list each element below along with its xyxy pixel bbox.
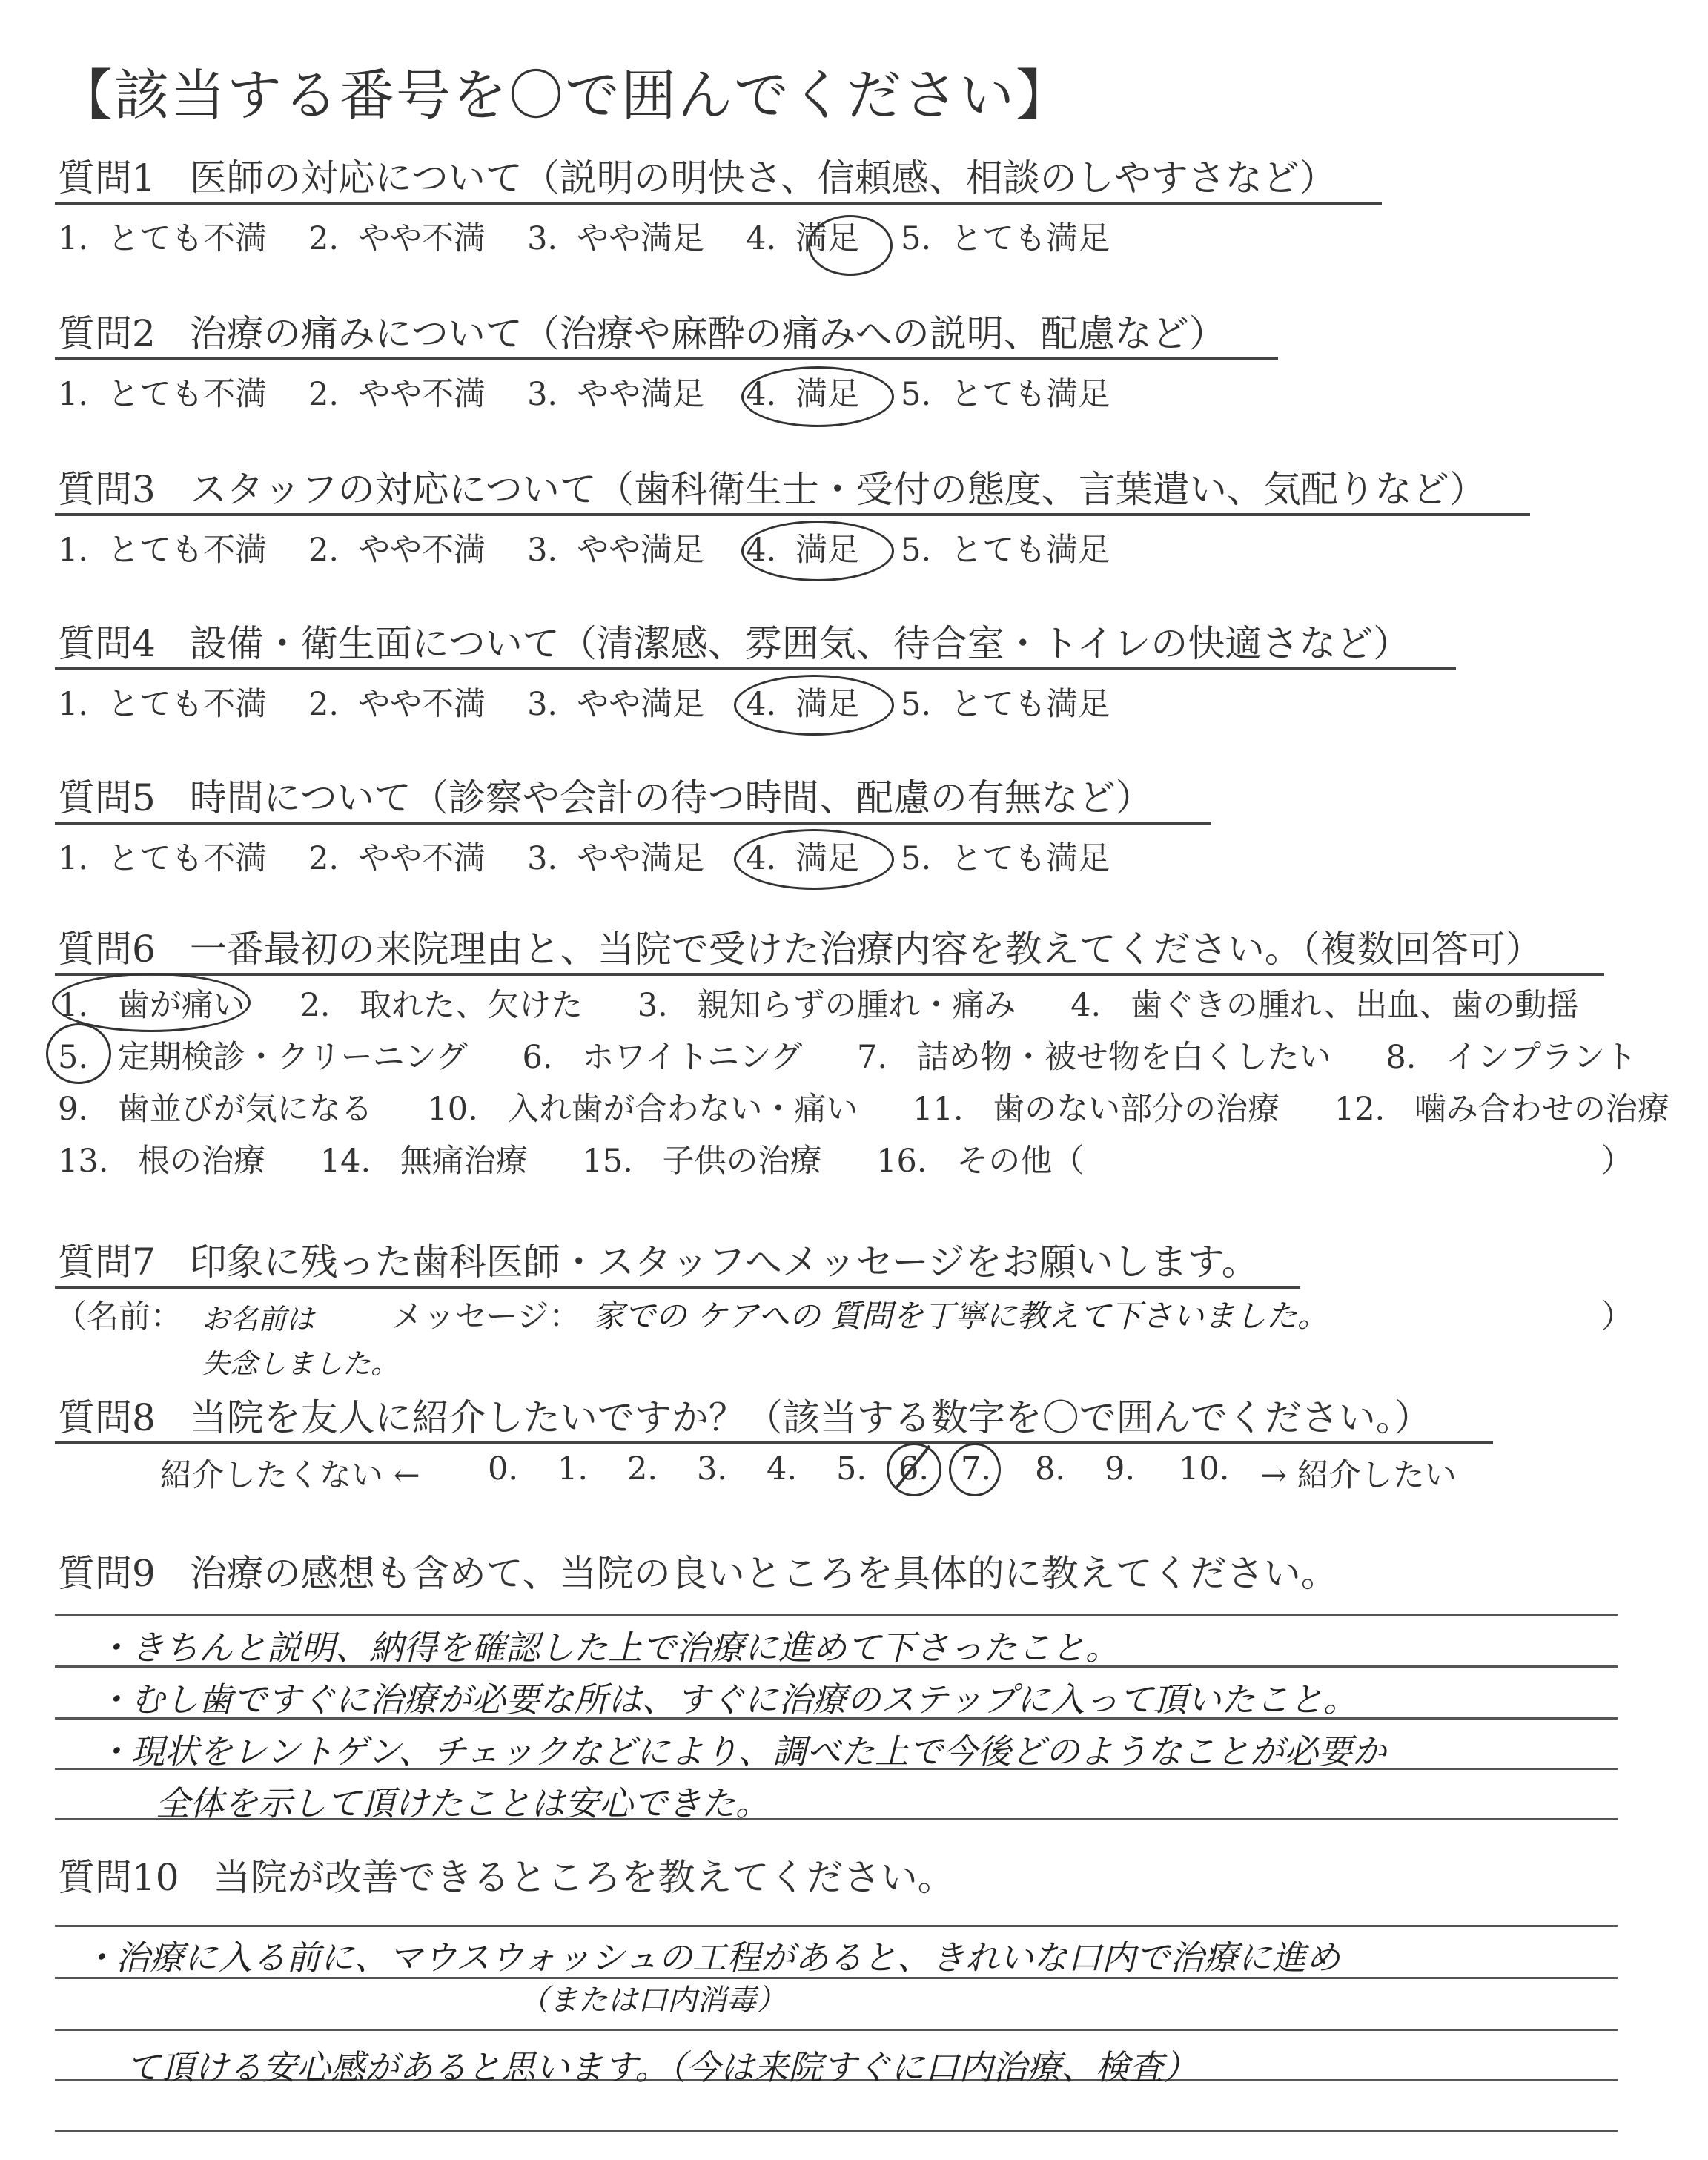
option-number: 3. [527,840,558,877]
option-number: 1. [58,686,89,723]
scale-value-5[interactable]: 5. [836,1450,867,1487]
q8-underline [55,1441,1493,1444]
selection-circle [46,1023,111,1084]
q5-option-1[interactable] [58,833,267,879]
q5-option-5[interactable] [901,833,1110,879]
scale-value-3[interactable]: 3. [697,1450,728,1487]
cat-8-num[interactable]: 8. [1386,1039,1417,1076]
option-number: 4. [746,532,777,569]
option-number: 5. [901,840,932,877]
q3-number: 質問3 [58,468,156,511]
option-label: とても不満 [107,220,268,257]
q7-underline [55,1286,1300,1289]
option-number: 2. [308,220,340,257]
q2-option-1[interactable] [58,369,267,415]
cat-9-num[interactable]: 9. [58,1091,89,1128]
cat-16-num[interactable]: 16. [876,1143,927,1180]
cat-4-num[interactable]: 4. [1070,987,1102,1024]
q1-option-1[interactable] [58,214,267,259]
q1-option-3[interactable] [527,214,704,259]
option-number: 3. [527,376,558,413]
q10-number: 質問10 [58,1856,179,1899]
q9-text: 治療の感想も含めて、当院の良いところを具体的に教えてください。 [189,1552,1338,1595]
q3-option-5[interactable] [901,525,1110,570]
option-label: やや満足 [577,686,705,723]
option-number: 2. [308,376,340,413]
q10-handwritten-line[interactable]: ・治療に入る前に、マウスウォッシュの工程があると、きれいな口内で治療に進め [82,1938,1340,1978]
option-label: やや満足 [577,376,705,413]
cat-1-num[interactable]: 1. [58,987,89,1024]
cat-3-num[interactable]: 3. [637,987,668,1024]
option-label: やや不満 [358,840,486,877]
option-label: とても満足 [950,376,1110,413]
cat-5-label[interactable]: 定期検診・クリーニング [117,1039,468,1076]
cat-2-label[interactable]: 取れた、欠けた [360,987,583,1024]
q4-underline [55,667,1456,670]
q4-option-2[interactable] [308,679,486,724]
q6-underline [55,973,1604,976]
q3-option-1[interactable] [58,525,267,570]
q10-answer-rule [55,2130,1618,2132]
q4-heading [58,614,1410,667]
q5-text: 時間について（診察や会計の待つ時間、配慮の有無など） [189,776,1153,819]
cat-6-label[interactable]: ホワイトニング [582,1039,803,1076]
q7-heading [58,1232,1259,1286]
option-number: 3. [527,686,558,723]
option-label: とても不満 [107,840,268,877]
q4-number: 質問4 [58,622,156,665]
q7-number: 質問7 [58,1241,156,1284]
q9-number: 質問9 [58,1552,156,1595]
option-number: 2. [308,840,340,877]
selection-circle [741,521,894,581]
cat-15-label[interactable]: 子供の治療 [662,1143,822,1180]
cat-5-num[interactable]: 5. [58,1039,89,1076]
q9-answer-rule [55,1614,1618,1616]
option-number: 4. [746,840,777,877]
q2-heading [58,304,1226,357]
q7-name-label: （名前： [55,1298,182,1335]
option-label: 満足 [795,840,860,877]
q10-answer-rule [55,2029,1618,2031]
q8-left-label: 紹介したくない ← [160,1457,420,1494]
q5-heading [58,768,1153,822]
q8-number: 質問8 [58,1396,156,1439]
option-number: 5. [901,220,932,257]
option-number: 1. [58,840,89,877]
option-number: 4. [746,376,777,413]
scale-value-0[interactable]: 0. [488,1450,519,1487]
q8-heading [58,1388,1431,1441]
cat-10-label[interactable]: 入れ歯が合わない・痛い [507,1091,858,1128]
option-number: 3. [527,532,558,569]
option-label: 満足 [795,220,860,257]
cat-3-label[interactable]: 親知らずの腫れ・痛み [697,987,1016,1024]
q10-text: 当院が改善できるところを教えてください。 [213,1856,955,1899]
cat-4-label[interactable]: 歯ぐきの腫れ、出血、歯の動揺 [1130,987,1579,1024]
q1-text: 医師の対応について（説明の明快さ、信頼感、相談のしやすさなど） [189,156,1337,199]
q5-number: 質問5 [58,776,156,819]
q1-underline [55,202,1382,205]
q9-handwritten-line[interactable]: ・現状をレントゲン、チェックなどにより、調べた上で今後どのようなことが必要か [96,1731,1386,1771]
q6-text: 一番最初の来院理由と、当院で受けた治療内容を教えてください。（複数回答可） [189,928,1543,971]
selection-circle [734,829,894,890]
cat-11-num[interactable]: 11. [913,1091,964,1128]
option-number: 1. [58,220,89,257]
option-number: 2. [308,532,340,569]
q6-row2 [58,1032,1637,1077]
option-number: 5. [901,686,932,723]
q5-options [58,833,1151,879]
q2-number: 質問2 [58,312,156,355]
selection-circle [808,215,893,276]
q6-row3 [58,1084,1669,1129]
q6-row4 [58,1136,1084,1181]
q4-option-1[interactable] [58,679,267,724]
q2-options [58,369,1151,415]
q7-message-hw[interactable]: 家での ケアへの 質問を丁寧に教えて下さいました。 [593,1298,1328,1334]
q5-underline [55,822,1211,825]
q2-option-5[interactable] [901,369,1110,415]
option-label: やや不満 [358,532,486,569]
q2-option-2[interactable] [308,369,486,415]
scale-value-10[interactable]: 10. [1179,1450,1230,1487]
q1-number: 質問1 [58,156,156,199]
scale-value-6[interactable]: 6. [898,1450,930,1487]
cat-6-num[interactable]: 6. [522,1039,553,1076]
q6-other-close: ） [1601,1143,1633,1180]
q6-row1 [58,980,1578,1025]
q3-options [58,525,1151,570]
q1-option-5[interactable] [901,214,1110,259]
q10-heading [58,1848,955,1901]
q7-close: ） [1601,1298,1633,1335]
q3-option-3[interactable] [527,525,704,570]
cat-15-num[interactable]: 15. [582,1143,633,1180]
scale-value-2[interactable]: 2. [627,1450,658,1487]
option-label: やや満足 [577,532,705,569]
q6-heading [58,919,1543,973]
option-label: 満足 [795,376,860,413]
scale-value-9[interactable]: 9. [1105,1450,1136,1487]
q3-option-2[interactable] [308,525,486,570]
cat-13-label[interactable]: 根の治療 [138,1143,266,1180]
option-label: とても不満 [107,686,268,723]
q7-name-hw[interactable]: お名前は [202,1303,315,1335]
option-label: とても満足 [950,220,1110,257]
q7-name-hw2[interactable]: 失念しました。 [202,1347,400,1380]
cat-8-label[interactable]: インプラント [1446,1039,1638,1076]
selection-circle [741,366,894,427]
option-number: 5. [901,532,932,569]
q6-number: 質問6 [58,928,156,971]
option-label: とても不満 [107,376,268,413]
option-label: 満足 [795,686,860,723]
cat-12-num[interactable]: 12. [1334,1091,1386,1128]
scale-value-1[interactable]: 1. [557,1450,589,1487]
option-label: とても不満 [107,532,268,569]
q3-heading [58,460,1486,513]
q2-option-3[interactable] [527,369,704,415]
option-number: 4. [746,686,777,723]
q1-heading [58,148,1337,202]
q10-answer-rule [55,1925,1618,1927]
q7-message-label: メッセージ： [391,1298,581,1335]
cat-11-label[interactable]: 歯のない部分の治療 [993,1091,1280,1128]
q4-options [58,679,1151,724]
q8-right-label: → 紹介したい [1260,1457,1457,1494]
scale-value-7[interactable]: 7. [961,1450,992,1487]
q4-text: 設備・衛生面について（清潔感、雰囲気、待合室・トイレの快適さなど） [189,622,1411,665]
q9-heading [58,1544,1338,1597]
q8-text: 当院を友人に紹介したいですか？（該当する数字を〇で囲んでください。） [189,1396,1431,1439]
q2-text: 治療の痛みについて（治療や麻酔の痛みへの説明、配慮など） [189,312,1226,355]
selection-circle [734,675,894,736]
cat-12-label[interactable]: 噛み合わせの治療 [1414,1091,1669,1128]
q9-handwritten-line[interactable]: ・むし歯ですぐに治療が必要な所は、すぐに治療のステップに入って頂いたこと。 [96,1680,1358,1720]
option-label: とても満足 [950,686,1110,723]
option-number: 1. [58,532,89,569]
q3-underline [55,513,1530,516]
selection-circle [949,1443,1001,1496]
scale-value-8[interactable]: 8. [1035,1450,1066,1487]
q4-option-5[interactable] [901,679,1110,724]
q7-text: 印象に残った歯科医師・スタッフへメッセージをお願いします。 [189,1241,1259,1284]
q10-handwritten-line[interactable]: （または口内消毒） [519,1984,786,2018]
strike-mark [887,1441,939,1493]
cat-2-num[interactable]: 2. [299,987,331,1024]
q10-handwritten-line[interactable]: て頂ける安心感があると思います。（今は来院すぐに口内治療、検査） [126,2047,1198,2087]
option-number: 2. [308,686,340,723]
option-label: やや満足 [577,840,705,877]
q5-option-2[interactable] [308,833,486,879]
cat-13-num[interactable]: 13. [58,1143,109,1180]
cat-14-num[interactable]: 14. [320,1143,371,1180]
q1-option-2[interactable] [308,214,486,259]
option-label: やや不満 [358,220,486,257]
option-label: 満足 [795,532,860,569]
option-number: 1. [58,376,89,413]
cat-14-label[interactable]: 無痛治療 [400,1143,528,1180]
cat-7-label[interactable]: 詰め物・被せ物を白くしたい [916,1039,1331,1076]
q9-handwritten-line[interactable]: ・きちんと説明、納得を確認した上で治療に進めて下さったこと。 [96,1628,1119,1668]
option-number: 4. [746,220,777,257]
q2-underline [55,357,1278,360]
option-label: やや不満 [358,686,486,723]
q9-handwritten-line[interactable]: 全体を示して頂けたことは安心できた。 [156,1783,769,1823]
cat-10-num[interactable]: 10. [427,1091,478,1128]
q4-option-3[interactable] [527,679,704,724]
q1-options [58,214,1151,259]
page-title: 【該当する番号を〇で囲んでください】 [58,64,1072,128]
option-label: やや不満 [358,376,486,413]
q3-text: スタッフの対応について（歯科衛生士・受付の態度、言葉遣い、気配りなど） [189,468,1486,511]
option-number: 3. [527,220,558,257]
cat-1-label[interactable]: 歯が痛い [117,987,245,1024]
cat-9-label[interactable]: 歯並びが気になる [117,1091,373,1128]
option-label: とても満足 [950,840,1110,877]
option-label: とても満足 [950,532,1110,569]
option-number: 5. [901,376,932,413]
cat-16-label[interactable]: その他（ [956,1143,1085,1180]
option-label: やや満足 [577,220,705,257]
scale-value-4[interactable]: 4. [767,1450,798,1487]
q5-option-3[interactable] [527,833,704,879]
cat-7-num[interactable]: 7. [857,1039,888,1076]
